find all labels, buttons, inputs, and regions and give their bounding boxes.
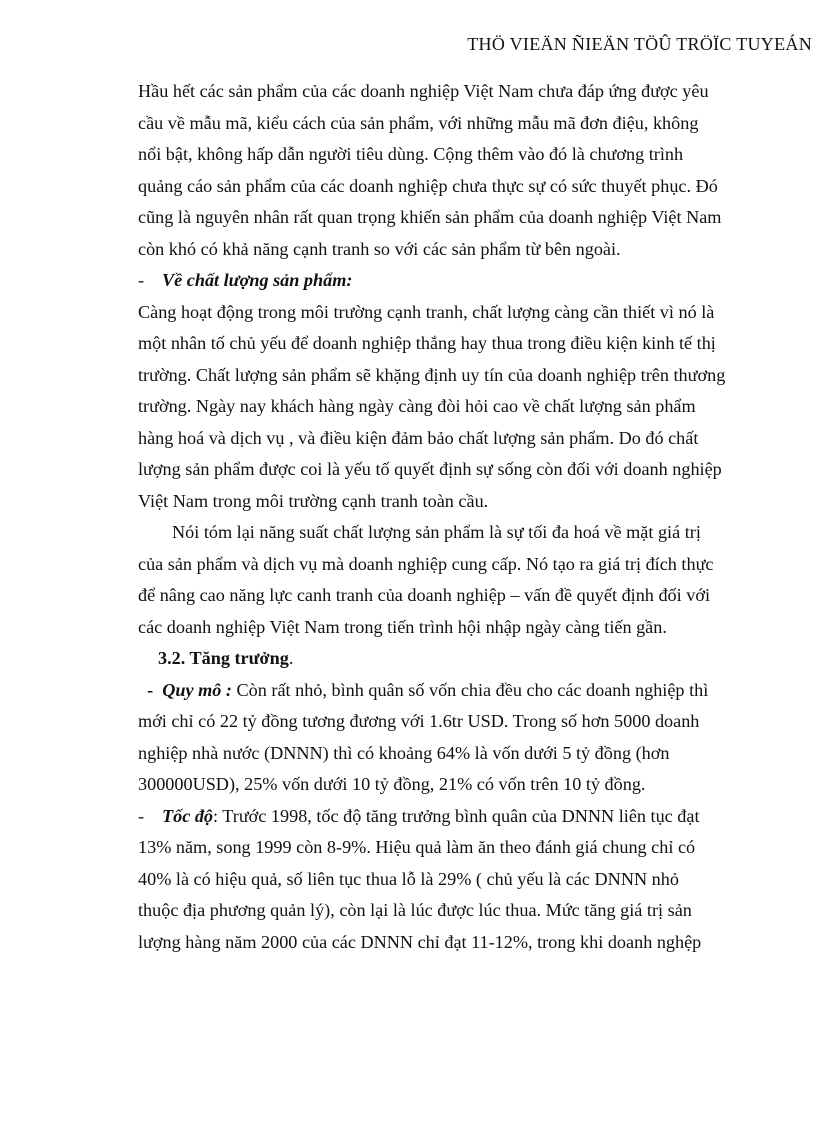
- text-line: nghiệp nhà nước (DNNN) thì có khoảng 64% là vốn dưới 5 tỷ đồng (hơn: [138, 742, 670, 763]
- text-line: còn khó có khả năng cạnh tranh so với các sản phẩm từ bên ngoài.: [138, 238, 621, 259]
- scale-label: Quy mô :: [162, 679, 232, 700]
- section-title-period: .: [288, 648, 294, 668]
- text-line: Càng hoạt động trong môi trường cạnh tranh, chất lượng càng cần thiết vì nó là: [138, 301, 715, 322]
- text-line: cũng là nguyên nhân rất quan trọng khiến sản phẩm của doanh nghiệp Việt Nam: [138, 207, 722, 227]
- paragraph-product-design: [138, 76, 764, 265]
- text-line: quảng cáo sản phẩm của các doanh nghiệp chưa thực sự có sức thuyết phục. Đó: [138, 175, 718, 196]
- text-line: trường. Ngày nay khách hàng ngày càng đòi hỏi cao về chất lượng sản phẩm: [138, 396, 696, 416]
- speed-text: : Trước 1998, tốc độ tăng trưởng bình quân của DNNN liên tục đạt: [213, 805, 700, 826]
- text-line: nổi bật, không hấp dẫn người tiêu dùng. Cộng thêm vào đó là chương trình: [138, 144, 684, 164]
- text-line: 13% năm, song 1999 còn 8-9%. Hiệu quả làm ăn theo đánh giá chung chỉ có: [138, 837, 696, 857]
- text-line: thuộc địa phương quản lý), còn lại là lúc được lúc thua. Mức tăng giá trị sản: [138, 900, 692, 920]
- section-heading: [138, 643, 764, 675]
- quality-heading: [138, 265, 764, 297]
- paragraph-quality: [138, 297, 764, 518]
- page-header: THÖ VIEÄN ÑIEÄN TÖÛ TRÖÏC TUYEÁN: [467, 34, 812, 54]
- text-line: trường. Chất lượng sản phẩm sẽ khặng định uy tín của doanh nghiệp trên thương: [138, 364, 726, 385]
- paragraph-summary: [138, 517, 764, 643]
- paragraph-scale: [138, 675, 764, 801]
- text-line: Nói tóm lại năng suất chất lượng sản phẩm là sự tối đa hoá về mặt giá trị: [172, 522, 701, 542]
- text-line: Hầu hết các sản phẩm của các doanh nghiệp Việt Nam chưa đáp ứng được yêu: [138, 81, 709, 101]
- speed-label: Tốc độ: [162, 805, 214, 826]
- text-line: 300000USD), 25% vốn dưới 10 tỷ đồng, 21% có vốn trên 10 tỷ đồng.: [138, 774, 646, 794]
- text-line: lượng sản phẩm được coi là yếu tố quyết định sự sống còn đối với doanh nghiệp: [138, 459, 722, 479]
- quality-heading-title: Về chất lượng sản phẩm:: [162, 270, 353, 290]
- text-line: của sản phẩm và dịch vụ mà doanh nghiệp cung cấp. Nó tạo ra giá trị đích thực: [138, 553, 714, 574]
- text-line: một nhân tố chủ yếu để doanh nghiệp thắng hay thua trong điều kiện kinh tế thị: [138, 333, 716, 353]
- text-line: để nâng cao năng lực canh tranh của doanh nghiệp – vấn đề quyết định đối với: [138, 585, 711, 605]
- bullet-dash: -: [138, 270, 145, 290]
- text-line: Việt Nam trong môi trường cạnh tranh toàn cầu.: [138, 490, 489, 511]
- text-line: 40% là có hiệu quả, số liên tục thua lỗ là 29% ( chủ yếu là các DNNN nhỏ: [138, 868, 679, 889]
- text-line: mới chỉ có 22 tỷ đồng tương đương với 1.6tr USD. Trong số hơn 5000 doanh: [138, 711, 700, 731]
- text-line: lượng hàng năm 2000 của các DNNN chỉ đạt 11-12%, trong khi doanh nghệp: [138, 931, 702, 952]
- bullet-dash: -: [138, 805, 145, 826]
- paragraph-speed: [138, 801, 764, 959]
- text-line: các doanh nghiệp Việt Nam trong tiến trình hội nhập ngày càng tiến gần.: [138, 616, 667, 637]
- text-line: [138, 801, 764, 833]
- text-line: [138, 675, 764, 707]
- text-line: hàng hoá và dịch vụ , và điều kiện đảm bảo chất lượng sản phẩm. Do đó chất: [138, 427, 699, 448]
- bullet-dash: -: [147, 679, 154, 700]
- document-body: [138, 76, 764, 958]
- scale-text: Còn rất nhỏ, bình quân số vốn chia đều cho các doanh nghiệp thì: [231, 679, 709, 700]
- section-title: 3.2. Tăng trưởng: [158, 648, 289, 668]
- text-line: cầu về mẫu mã, kiểu cách của sản phẩm, với những mẫu mã đơn điệu, không: [138, 112, 699, 133]
